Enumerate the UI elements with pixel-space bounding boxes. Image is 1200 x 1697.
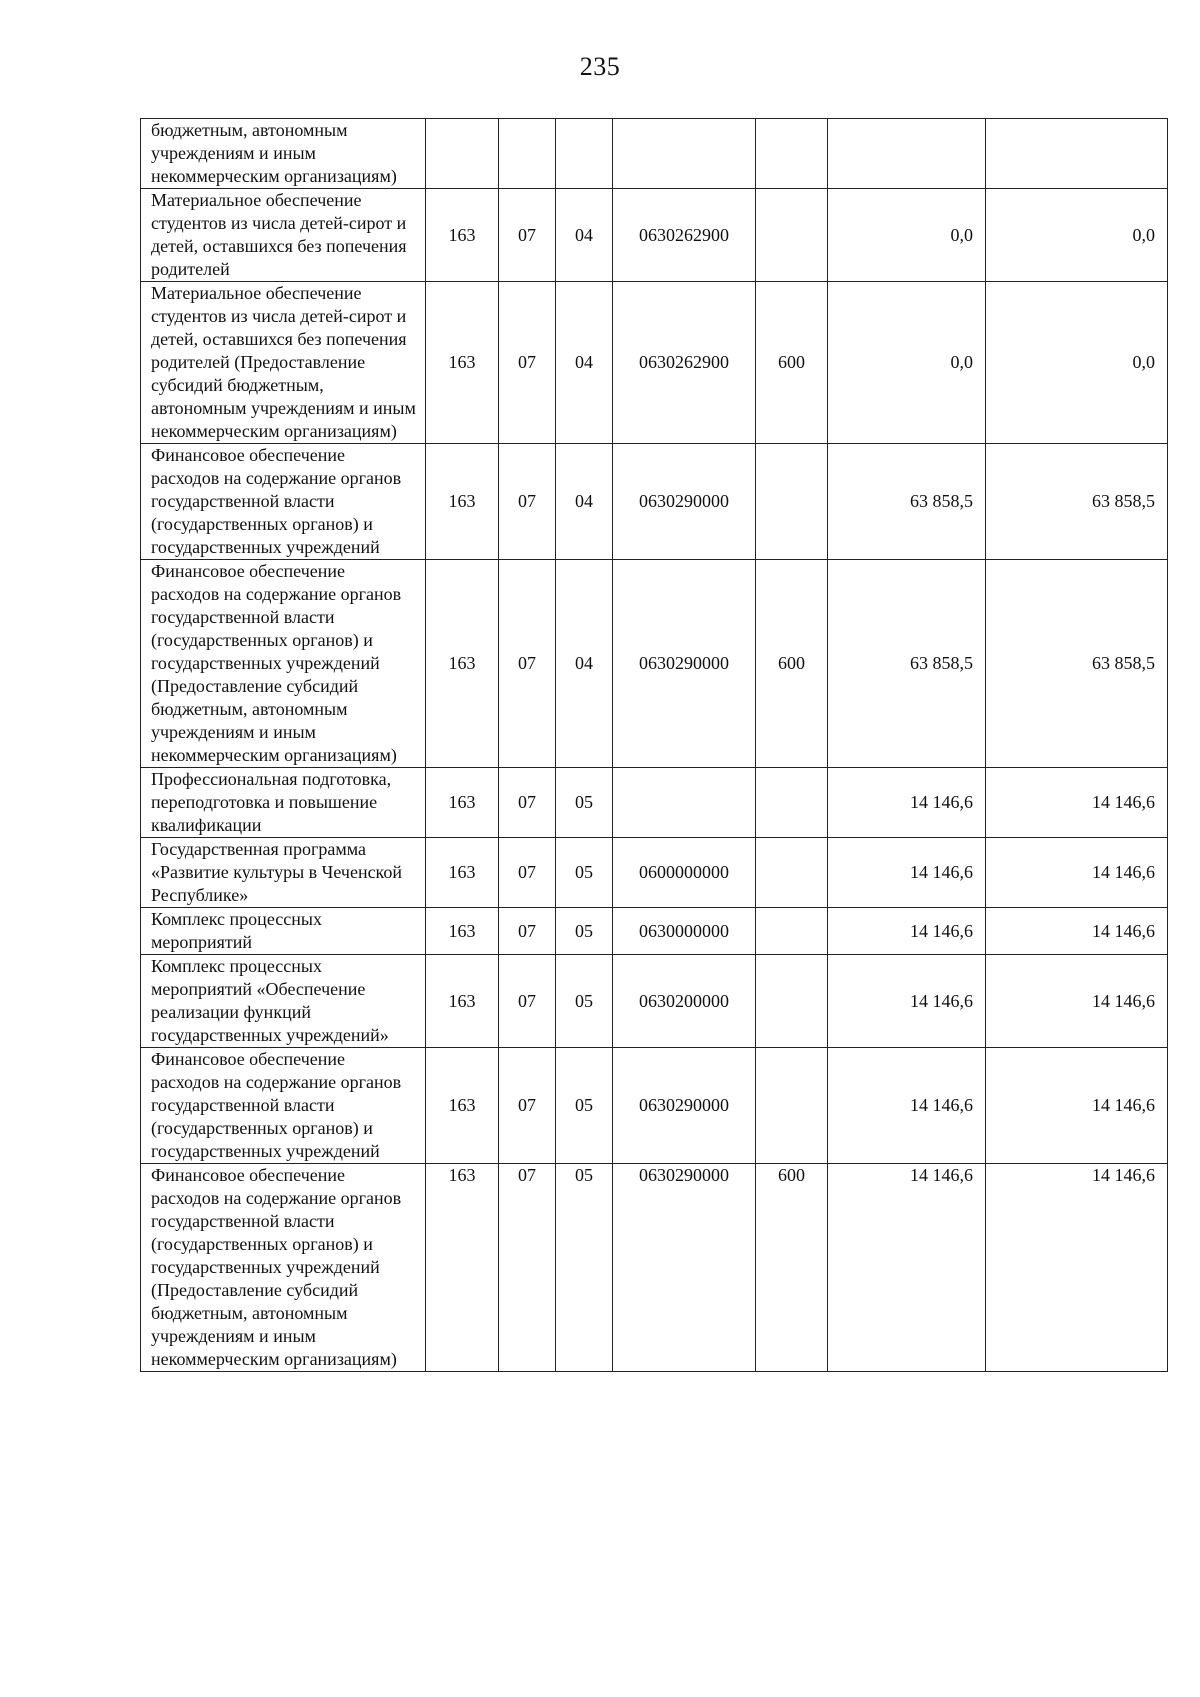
cell-amount-1: 14 146,6 [828,1048,986,1164]
cell-target-article: 0630000000 [613,908,756,955]
cell-expense-type [756,768,828,838]
cell-name: Материальное обеспечение студентов из числа детей-сирот и детей, оставшихся без попечения родителей (Предоставление субсидий бюджетным, автономным учреждениям и иным некоммерческим организациям) [141,282,426,444]
cell-subsection: 04 [556,189,613,282]
cell-amount-1: 14 146,6 [828,768,986,838]
cell-section [499,119,556,189]
cell-name: Профессиональная подготовка, переподготовка и повышение квалификации [141,768,426,838]
cell-expense-type [756,1048,828,1164]
cell-expense-type [756,908,828,955]
cell-ministry-code: 163 [426,560,499,768]
cell-amount-1: 0,0 [828,189,986,282]
cell-expense-type: 600 [756,560,828,768]
table-row [141,768,1168,838]
cell-ministry-code: 163 [426,282,499,444]
table-row [141,560,1168,768]
cell-name: Комплекс процессных мероприятий [141,908,426,955]
cell-section: 07 [499,838,556,908]
cell-name: Финансовое обеспечение расходов на содержание органов государственной власти (государственных органов) и государственных учреждений (Предоставление субсидий бюджетным, автономным учреждениям и иным некоммерческим организациям) [141,1164,426,1372]
cell-section: 07 [499,189,556,282]
table-row [141,955,1168,1048]
cell-amount-1: 0,0 [828,282,986,444]
cell-target-article: 0600000000 [613,838,756,908]
cell-amount-2: 14 146,6 [986,1164,1168,1372]
cell-amount-2: 0,0 [986,189,1168,282]
cell-amount-2: 14 146,6 [986,838,1168,908]
cell-target-article: 0630262900 [613,282,756,444]
cell-expense-type [756,119,828,189]
cell-ministry-code [426,119,499,189]
cell-ministry-code: 163 [426,908,499,955]
table-row [141,1164,1168,1372]
cell-expense-type [756,955,828,1048]
cell-ministry-code: 163 [426,838,499,908]
cell-subsection: 04 [556,444,613,560]
cell-amount-1: 63 858,5 [828,560,986,768]
table-row [141,119,1168,189]
cell-expense-type: 600 [756,1164,828,1372]
cell-section: 07 [499,908,556,955]
cell-section: 07 [499,768,556,838]
cell-section: 07 [499,1164,556,1372]
budget-table [140,118,1168,1372]
cell-expense-type [756,838,828,908]
cell-ministry-code: 163 [426,1048,499,1164]
cell-target-article [613,768,756,838]
table-row [141,838,1168,908]
cell-section: 07 [499,955,556,1048]
cell-subsection: 04 [556,560,613,768]
cell-name: Комплекс процессных мероприятий «Обеспечение реализации функций государственных учреждений» [141,955,426,1048]
cell-subsection: 05 [556,908,613,955]
cell-amount-2: 0,0 [986,282,1168,444]
cell-target-article: 0630290000 [613,1048,756,1164]
table-body [141,119,1168,1372]
cell-amount-2: 14 146,6 [986,768,1168,838]
cell-expense-type [756,444,828,560]
cell-amount-1 [828,119,986,189]
table-row [141,189,1168,282]
cell-section: 07 [499,560,556,768]
cell-amount-2: 14 146,6 [986,955,1168,1048]
cell-amount-2: 14 146,6 [986,908,1168,955]
cell-section: 07 [499,444,556,560]
cell-amount-2: 14 146,6 [986,1048,1168,1164]
cell-amount-1: 63 858,5 [828,444,986,560]
cell-amount-1: 14 146,6 [828,955,986,1048]
cell-amount-2: 63 858,5 [986,560,1168,768]
cell-expense-type: 600 [756,282,828,444]
cell-subsection [556,119,613,189]
table-row [141,908,1168,955]
cell-expense-type [756,189,828,282]
cell-target-article: 0630290000 [613,560,756,768]
cell-target-article: 0630200000 [613,955,756,1048]
cell-name: бюджетным, автономным учреждениям и иным некоммерческим организациям) [141,119,426,189]
cell-subsection: 04 [556,282,613,444]
cell-subsection: 05 [556,955,613,1048]
cell-ministry-code: 163 [426,768,499,838]
cell-subsection: 05 [556,838,613,908]
cell-ministry-code: 163 [426,955,499,1048]
page-number: 235 [579,52,621,81]
cell-amount-2 [986,119,1168,189]
cell-amount-2: 63 858,5 [986,444,1168,560]
cell-ministry-code: 163 [426,1164,499,1372]
cell-subsection: 05 [556,1164,613,1372]
cell-name: Финансовое обеспечение расходов на содержание органов государственной власти (государственных органов) и государственных учреждений [141,444,426,560]
cell-name: Государственная программа «Развитие культуры в Чеченской Республике» [141,838,426,908]
cell-name: Финансовое обеспечение расходов на содержание органов государственной власти (государственных органов) и государственных учреждений (Предоставление субсидий бюджетным, автономным учреждениям и иным некоммерческим организациям) [141,560,426,768]
cell-target-article: 0630290000 [613,1164,756,1372]
table-row [141,1048,1168,1164]
cell-amount-1: 14 146,6 [828,1164,986,1372]
cell-section: 07 [499,1048,556,1164]
cell-target-article [613,119,756,189]
cell-amount-1: 14 146,6 [828,908,986,955]
cell-ministry-code: 163 [426,189,499,282]
cell-ministry-code: 163 [426,444,499,560]
cell-name: Финансовое обеспечение расходов на содержание органов государственной власти (государственных органов) и государственных учреждений [141,1048,426,1164]
cell-subsection: 05 [556,1048,613,1164]
cell-target-article: 0630290000 [613,444,756,560]
cell-section: 07 [499,282,556,444]
cell-amount-1: 14 146,6 [828,838,986,908]
table-row [141,444,1168,560]
cell-subsection: 05 [556,768,613,838]
cell-target-article: 0630262900 [613,189,756,282]
cell-name: Материальное обеспечение студентов из числа детей-сирот и детей, оставшихся без попечения родителей [141,189,426,282]
table-row [141,282,1168,444]
